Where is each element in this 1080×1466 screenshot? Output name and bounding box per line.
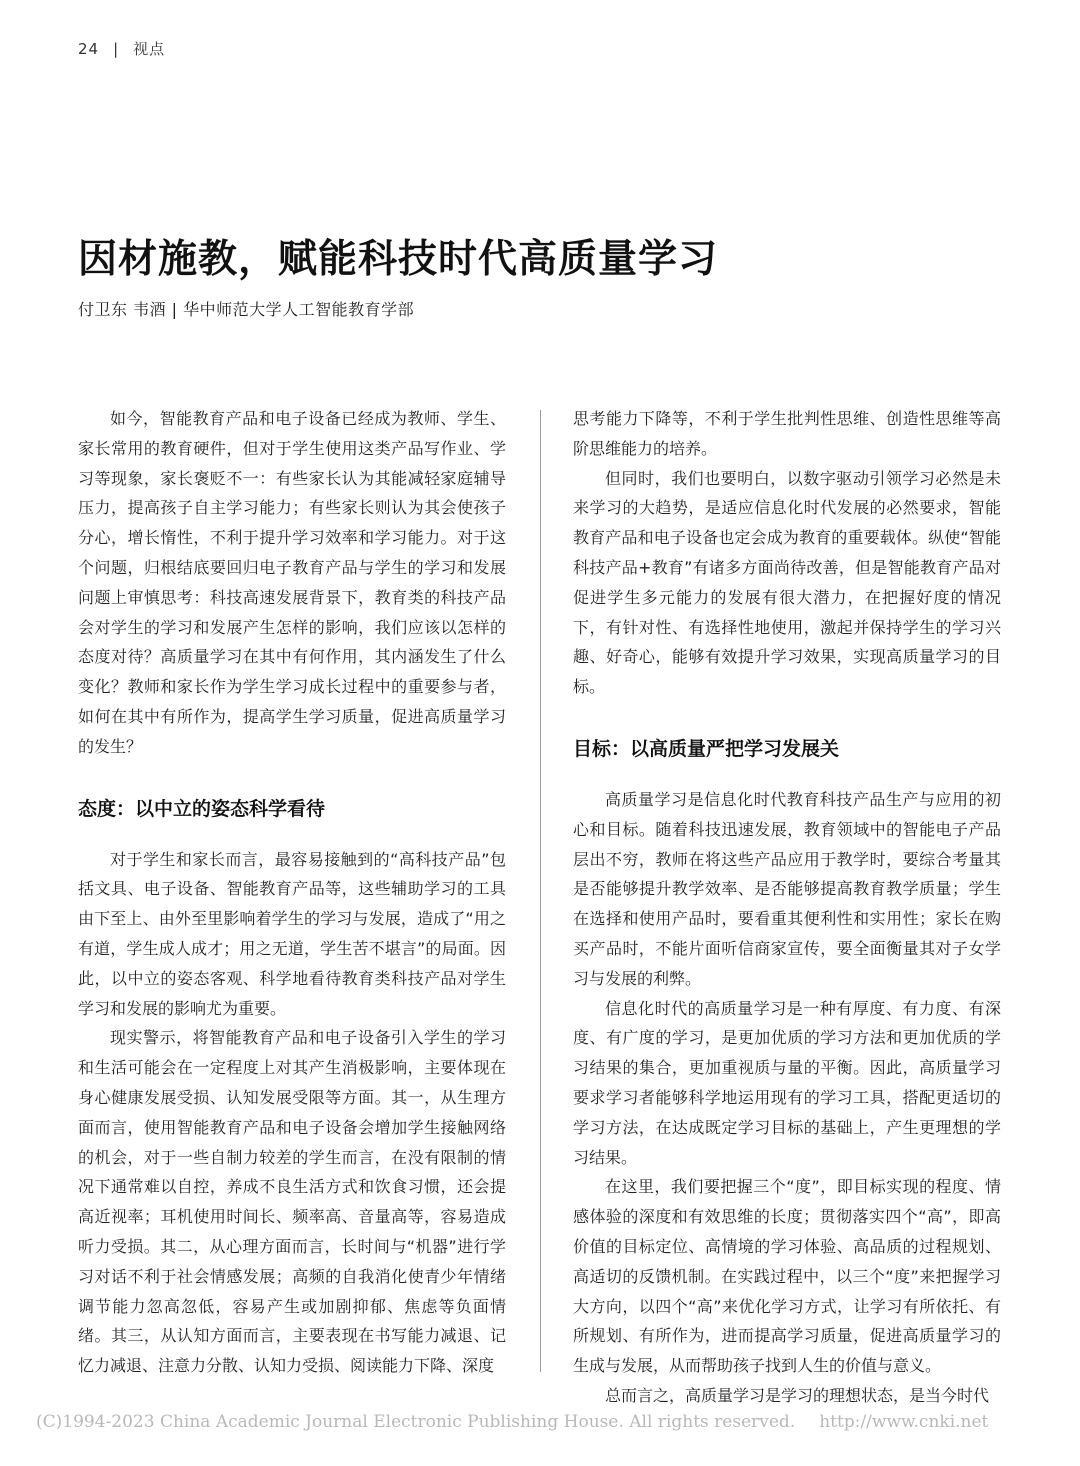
left-column [78, 404, 506, 1381]
article-title: 因材施教，赋能科技时代高质量学习 [78, 237, 719, 282]
paragraph: 信息化时代的高质量学习是一种有厚度、有力度、有深度、有广度的学习，是更加优质的学习方法和更加优质的学习结果的集合，更加重视质与量的平衡。因此，高质量学习要求学习者能够科学地运用现有的学习工具，搭配更适切的学习方法，在达成既定学习目标的基础上，产生更理想的学习结果。 [573, 998, 1001, 1167]
section-heading: 目标：以高质量严把学习发展关 [573, 737, 840, 760]
footer-link[interactable]: http://www.cnki.net [819, 1412, 989, 1432]
copyright-footer [36, 1412, 988, 1432]
copyright-text: (C)1994-2023 China Academic Journal Electronic Publishing House. All rights reserved. [36, 1412, 796, 1432]
header-separator: | [113, 40, 120, 58]
page-number: 24 [78, 40, 100, 58]
paragraph: 如今，智能教育产品和电子设备已经成为教师、学生、家长常用的教育硬件，但对于学生使用这类产品写作业、学习等现象，家长褒贬不一：有些家长认为其能减轻家庭辅导压力，提高孩子自主学习能力；有些家长则认为其会使孩子分心，增长惰性，不利于提升学习效率和学习能力。对于这个问题，归根结底要回归电子教育产品与学生的学习和发展问题上审慎思考：科技高速发展背景下，教育类的科技产品会对学生的学习和发展产生怎样的影响，我们应该以怎样的态度对待？高质量学习在其中有何作用，其内涵发生了什么变化？教师和家长作为学生学习成长过程中的重要参与者，如何在其中有所作为，提高学生学习质量，促进高质量学习的发生？ [78, 409, 506, 756]
paragraph: 思考能力下降等，不利于学生批判性思维、创造性思维等高阶思维能力的培养。 [573, 409, 1001, 458]
author-byline: 付卫东 韦酒 | 华中师范大学人工智能教育学部 [78, 300, 415, 319]
paragraph: 现实警示，将智能教育产品和电子设备引入学生的学习和生活可能会在一定程度上对其产生消极影响，主要体现在身心健康发展受损、认知发展受限等方面。其一，从生理方面而言，使用智能教育产品和电子设备会增加学生接触网络的机会，对于一些自制力较差的学生而言，在没有限制的情况下通常难以自控，养成不良生活方式和饮食习惯，还会提高近视率；耳机使用时间长、频率高、音量高等，容易造成听力受损。其二，从心理方面而言，长时间与“机器”进行学习对话不利于社会情感发展；高频的自我消化使青少年情绪调节能力忽高忽低，容易产生或加剧抑郁、焦虑等负面情绪。其三，从认知方面而言，主要表现在书写能力减退、记忆力减退、注意力分散、认知力受损、阅读能力下降、深度 [78, 1028, 506, 1376]
column-divider [540, 410, 541, 1372]
running-head [78, 38, 165, 59]
paragraph: 对于学生和家长而言，最容易接触到的“高科技产品”包括文具、电子设备、智能教育产品等，这些辅助学习的工具由下至上、由外至里影响着学生的学习与发展，造成了“用之有道，学生成人成才；用之无道，学生苦不堪言”的局面。因此，以中立的姿态客观、科学地看待教育类科技产品对学生学习和发展的影响尤为重要。 [78, 849, 506, 1018]
paragraph: 总而言之，高质量学习是学习的理想状态，是当今时代 [605, 1385, 990, 1405]
paragraph: 高质量学习是信息化时代教育科技产品生产与应用的初心和目标。随着科技迅速发展，教育领域中的智能电子产品层出不穷，教师在将这些产品应用于教学时，要综合考量其是否能够提升教学效率、是否能够提高教育教学质量；学生在选择和使用产品时，要看重其便利性和实用性；家长在购买产品时，不能片面听信商家宣传，要全面衡量其对子女学习与发展的利弊。 [573, 789, 1001, 988]
section-label: 视点 [133, 40, 166, 58]
section-heading: 态度：以中立的姿态科学看待 [78, 797, 326, 820]
paragraph: 但同时，我们也要明白，以数字驱动引领学习必然是未来学习的大趋势，是适应信息化时代发展的必然要求，智能教育产品和电子设备也定会成为教育的重要载体。纵使“智能科技产品+教育”有诸多方面尚待改善，但是智能教育产品对促进学生多元能力的发展有很大潜力，在把握好度的情况下，有针对性、有选择性地使用，激起并保持学生的学习兴趣、好奇心，能够有效提升学习效果，实现高质量学习的目标。 [573, 468, 1001, 697]
right-column [573, 404, 1001, 1411]
paragraph: 在这里，我们要把握三个“度”，即目标实现的程度、情感体验的深度和有效思维的长度；贯彻落实四个“高”，即高价值的目标定位、高情境的学习体验、高品质的过程规划、高适切的反馈机制。在实践过程中，以三个“度”来把握学习大方向，以四个“高”来优化学习方式，让学习有所依托、有所规划、有所作为，进而提高学习质量，促进高质量学习的生成与发展，从而帮助孩子找到人生的价值与意义。 [573, 1177, 1001, 1376]
